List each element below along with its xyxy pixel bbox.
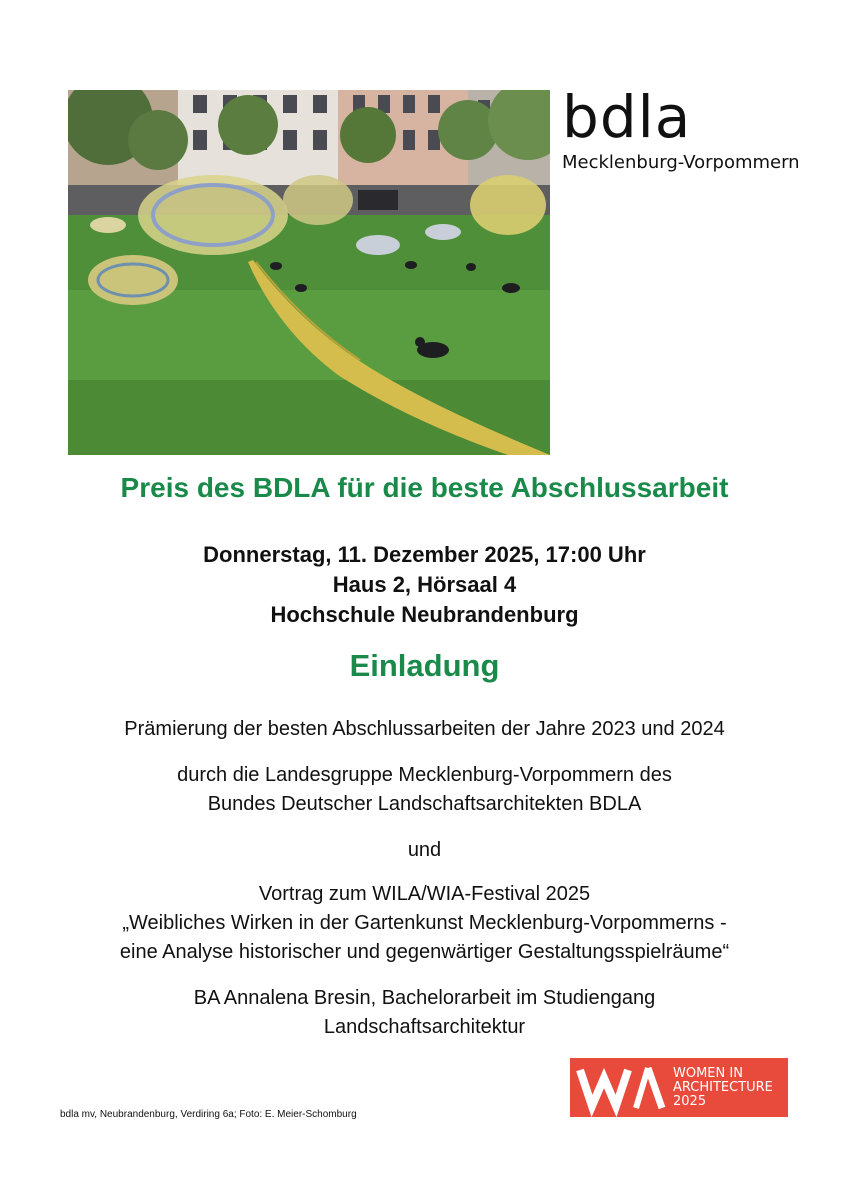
talk-line-3: eine Analyse historischer und gegenwärtiger Gestaltungsspielräume“	[119, 941, 730, 963]
talk-line-2: „Weibliches Wirken in der Gartenkunst Mecklenburg-Vorpommerns -	[122, 912, 727, 934]
page-title: Preis des BDLA für die beste Abschlussarbeit	[120, 472, 729, 503]
wia-badge	[570, 1058, 788, 1117]
award-text: Prämierung der besten Abschlussarbeiten der Jahre 2023 und 2024	[124, 718, 725, 740]
wia-line-3: 2025	[673, 1094, 707, 1109]
event-date-time: Donnerstag, 11. Dezember 2025, 17:00 Uhr	[203, 542, 646, 567]
event-details	[0, 540, 849, 630]
wia-line-2: ARCHITECTURE	[673, 1080, 773, 1095]
invitation-heading: Einladung	[349, 648, 500, 683]
footer-credit: bdla mv, Neubrandenburg, Verdiring 6a; Foto: E. Meier-Schomburg	[60, 1109, 357, 1120]
wia-logo-icon	[570, 1058, 670, 1117]
speaker-line-1: BA Annalena Bresin, Bachelorarbeit im Studiengang	[193, 987, 656, 1009]
bdla-logo-word: bdla	[562, 83, 692, 151]
event-institution: Hochschule Neubrandenburg	[270, 602, 579, 627]
speaker-line-2: Landschaftsarchitektur	[323, 1016, 526, 1038]
bdla-logo-region: Mecklenburg-Vorpommern	[562, 152, 800, 173]
park-sculptures-photo	[68, 90, 550, 455]
organizer-line-2: Bundes Deutscher Landschaftsarchitekten BDLA	[207, 793, 642, 815]
event-room: Haus 2, Hörsaal 4	[332, 572, 517, 597]
organizer-text	[0, 761, 849, 819]
speaker-text	[0, 984, 849, 1042]
talk-text	[0, 880, 849, 967]
wia-badge-text	[673, 1067, 773, 1109]
organizer-line-1: durch die Landesgruppe Mecklenburg-Vorpommern des	[177, 764, 672, 786]
bdla-logo	[562, 83, 822, 174]
talk-line-1: Vortrag zum WILA/WIA-Festival 2025	[258, 883, 591, 905]
wia-line-1: WOMEN IN	[673, 1066, 743, 1081]
and-text: und	[407, 839, 442, 861]
